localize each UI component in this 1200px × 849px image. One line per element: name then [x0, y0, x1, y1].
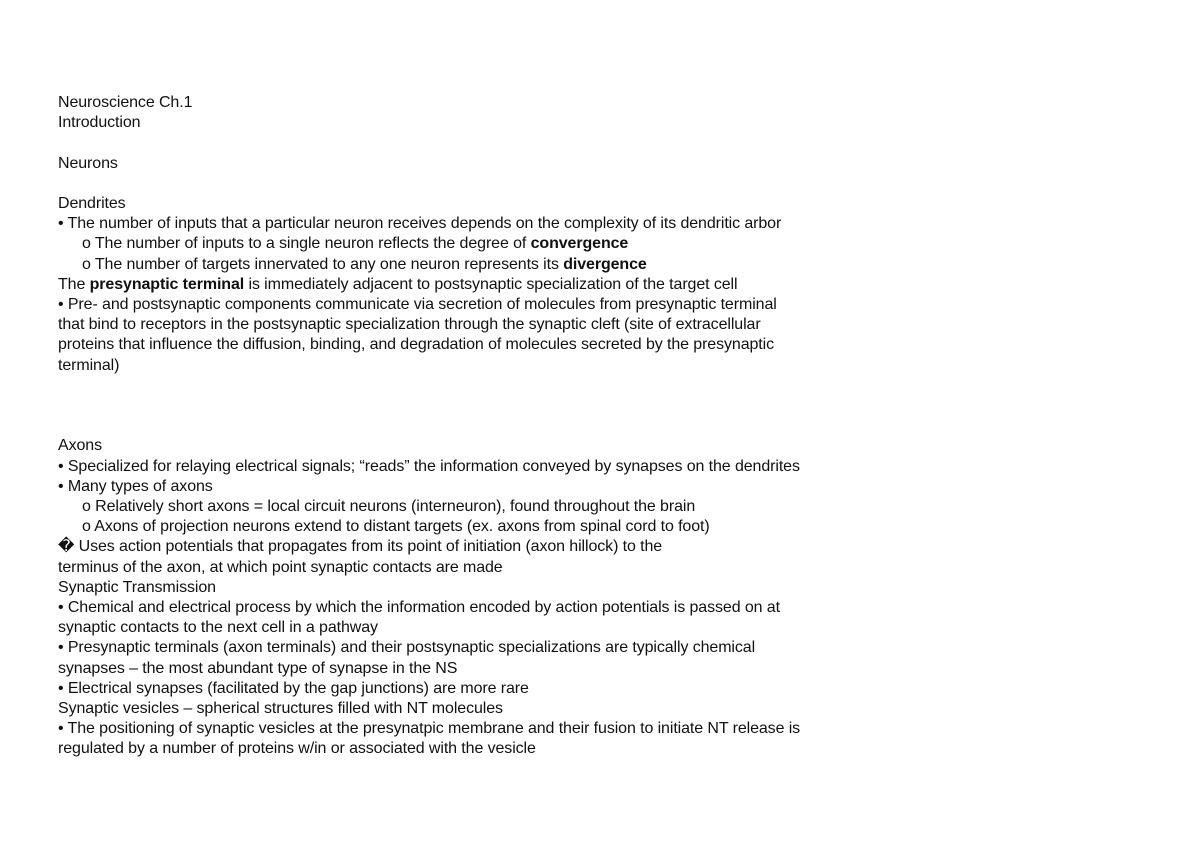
bullet-item-line: • Pre- and postsynaptic components communicate via secretion of molecules from presynaptic terminal	[58, 296, 777, 313]
bullet-item-line: terminus of the axon, at which point synaptic contacts are made	[58, 558, 503, 576]
bullet-item: • Many types of axons	[58, 477, 213, 495]
bullet-item-line: � Uses action potentials that propagates from its point of initiation (axon hillock) to the	[58, 538, 663, 556]
bullet-item: • Electrical synapses (facilitated by the gap junctions) are more rare	[58, 679, 529, 697]
bullet-item-line: synaptic contacts to the next cell in a pathway	[58, 619, 378, 637]
bold-term-convergence: convergence	[530, 235, 629, 253]
bullet-item-line: • Presynaptic terminals (axon terminals) and their postsynaptic specializations are typically chemical	[58, 639, 756, 657]
spacer	[58, 133, 1168, 153]
paragraph-line: Synaptic vesicles – spherical structures filled with NT molecules	[58, 700, 503, 718]
sub-bullet-text: o The number of inputs to a single neuron reflects the degree of	[82, 235, 531, 253]
text-fragment: is immediately adjacent to postsynaptic specialization of the target cell	[244, 275, 738, 293]
document-title: Neuroscience Ch.1	[58, 94, 193, 111]
paragraph-line	[58, 275, 1168, 295]
bullet-item: • Specialized for relaying electrical signals; “reads” the information conveyed by synapses on the dendrites	[58, 457, 800, 475]
bullet-item-line: • Chemical and electrical process by which the information encoded by action potentials is passed on at	[58, 599, 780, 617]
bullet-item-line: synapses – the most abundant type of synapse in the NS	[58, 659, 458, 677]
section-heading-synaptic-transmission: Synaptic Transmission	[58, 578, 216, 596]
section-heading-dendrites: Dendrites	[58, 194, 126, 212]
section-heading-neurons: Neurons	[58, 154, 118, 172]
bullet-item-line: proteins that influence the diffusion, binding, and degradation of molecules secreted by the presynaptic	[58, 336, 774, 354]
sub-bullet-item: o Axons of projection neurons extend to distant targets (ex. axons from spinal cord to foot)	[82, 518, 710, 536]
bullet-item-line: regulated by a number of proteins w/in or associated with the vesicle	[58, 740, 536, 758]
spacer	[58, 174, 1168, 194]
text-fragment: The	[58, 275, 90, 293]
spacer	[58, 376, 1168, 437]
bullet-item-line: • The positioning of synaptic vesicles at the presynatpic membrane and their fusion to initiate NT release is	[58, 720, 801, 738]
sub-bullet-item: o Relatively short axons = local circuit neurons (interneuron), found throughout the brain	[82, 498, 696, 516]
document-subtitle: Introduction	[58, 114, 141, 132]
bullet-item: • The number of inputs that a particular neuron receives depends on the complexity of its dendritic arbor	[58, 215, 782, 233]
document-page	[58, 93, 1168, 760]
sub-bullet-item	[58, 255, 1168, 275]
section-heading-axons: Axons	[58, 437, 102, 455]
bold-term-divergence: divergence	[563, 255, 647, 273]
bullet-item-line: terminal)	[58, 356, 120, 374]
sub-bullet-item	[58, 234, 1168, 254]
sub-bullet-text: o The number of targets innervated to any one neuron represents its	[82, 255, 564, 273]
bold-term-presynaptic-terminal: presynaptic terminal	[89, 275, 245, 293]
bullet-item-line: that bind to receptors in the postsynaptic specialization through the synaptic cleft (site of extracellular	[58, 316, 761, 334]
